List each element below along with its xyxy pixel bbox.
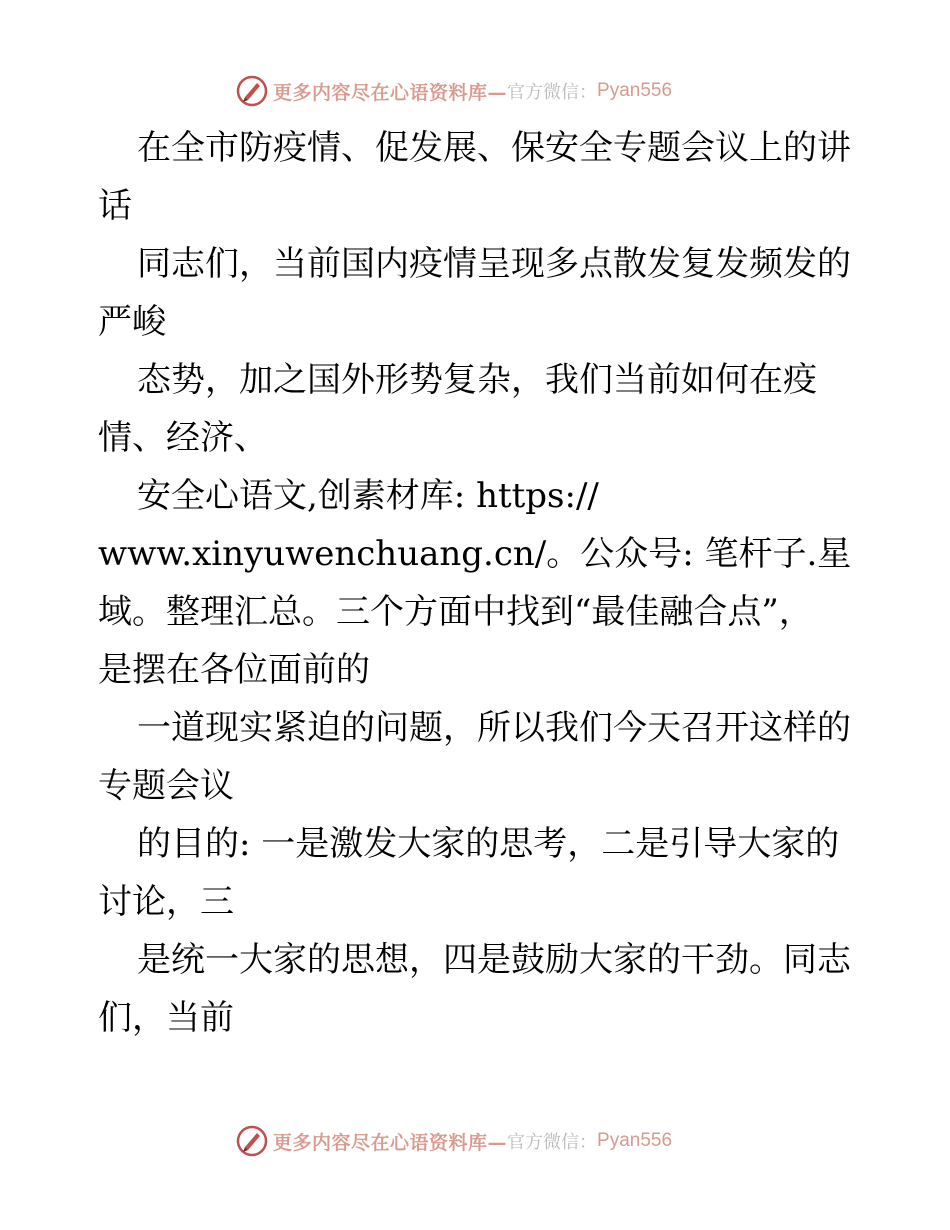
header-banner-text: 更多内容尽在心语资料库—	[273, 81, 508, 104]
title-line-2: 话	[98, 186, 132, 226]
footer-banner-id: Pyan556	[597, 1130, 673, 1151]
footer-banner	[236, 1124, 672, 1158]
body-line-14: 们，当前	[98, 998, 234, 1038]
body-line-7: 域。整理汇总。三个方面中找到“最佳融合点”，	[98, 592, 813, 632]
header-banner-id: Pyan556	[597, 80, 673, 101]
body-line-5: 安全心语文,创素材库: https://	[137, 476, 599, 516]
body-line-8: 是摆在各位面前的	[98, 650, 370, 690]
header-banner-label: 官方微信：	[507, 82, 598, 103]
body-line-10: 专题会议	[98, 766, 234, 806]
body-line-13: 是统一大家的思想，四是鼓励大家的干劲。同志	[137, 940, 851, 980]
footer-banner-text: 更多内容尽在心语资料库—	[273, 1131, 508, 1154]
body-line-11: 的目的: 一是激发大家的思考，二是引导大家的	[137, 824, 840, 864]
pen-logo-icon	[236, 75, 268, 107]
title-line-1: 在全市防疫情、促发展、保安全专题会议上的讲	[137, 128, 851, 168]
body-line-9: 一道现实紧迫的问题，所以我们今天召开这样的	[137, 708, 851, 748]
body-line-6: www.xinyuwenchuang.cn/。公众号: 笔杆子.星	[98, 534, 852, 574]
body-line-4: 情、经济、	[98, 418, 268, 458]
pen-logo-icon	[236, 1125, 268, 1157]
body-line-3: 态势，加之国外形势复杂，我们当前如何在疫	[137, 360, 817, 400]
body-line-1: 同志们，当前国内疫情呈现多点散发复发频发的	[137, 244, 851, 284]
header-banner	[236, 74, 672, 108]
footer-banner-label: 官方微信：	[507, 1132, 598, 1153]
body-line-12: 讨论，三	[98, 882, 234, 922]
body-line-2: 严峻	[98, 302, 166, 342]
